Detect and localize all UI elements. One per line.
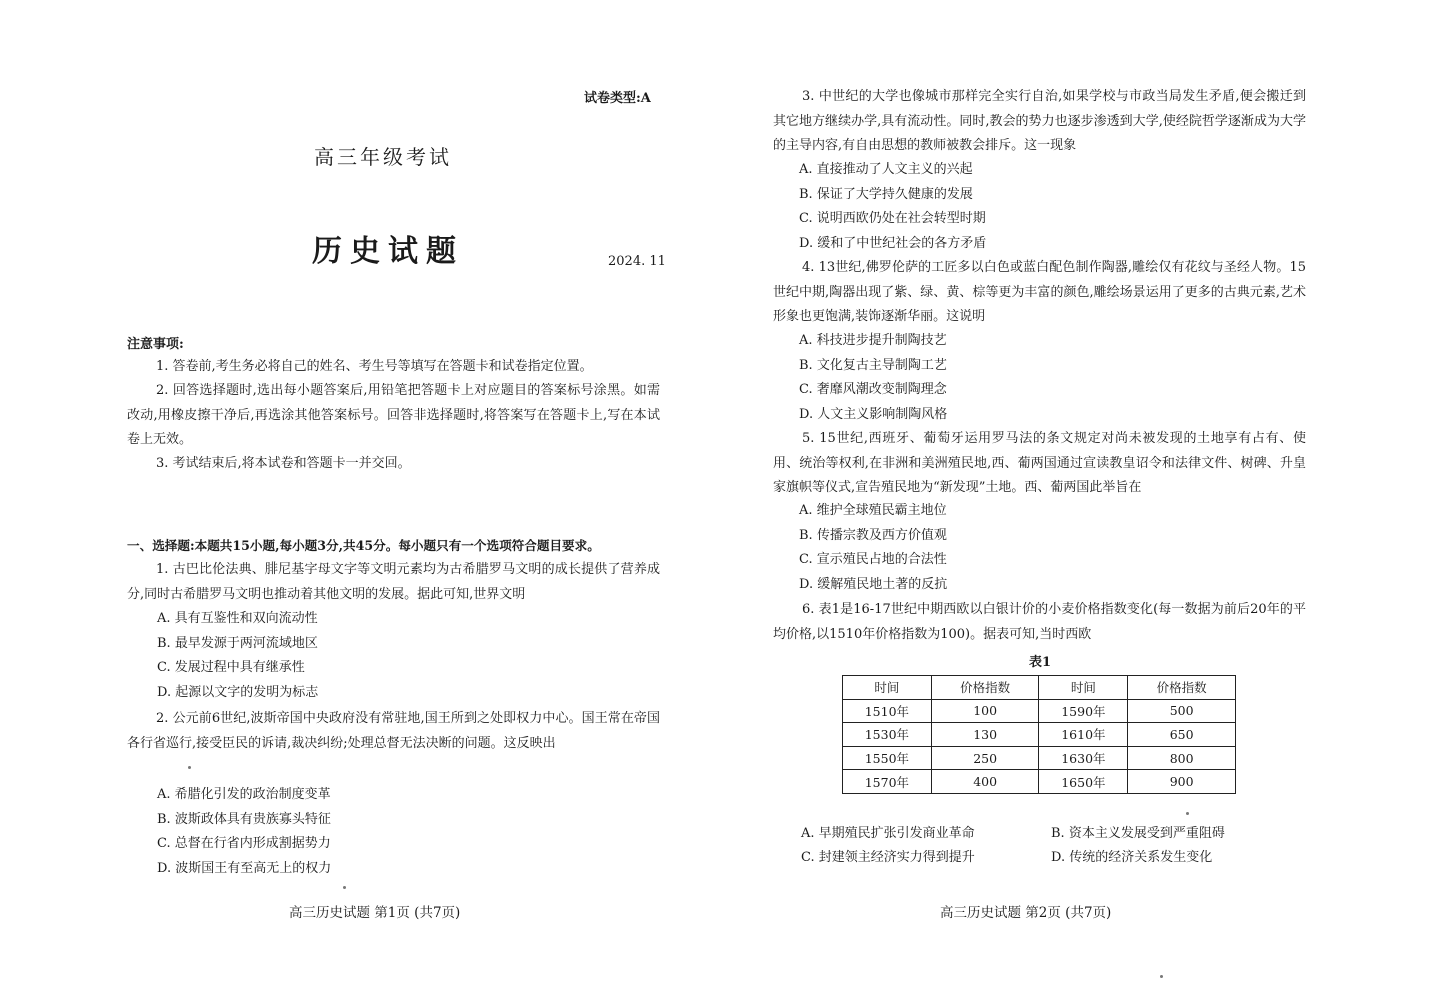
table-cell: 1590年 <box>1039 699 1128 723</box>
question-2-option-c: C. 总督在行省内形成割据势力 <box>157 836 331 852</box>
page-2 <box>718 0 1437 1002</box>
question-6-option-b: B. 资本主义发展受到严重阻碍 <box>1051 826 1225 841</box>
question-3-option-a: A. 直接推动了人文主义的兴起 <box>799 162 973 177</box>
table-header: 价格指数 <box>1128 676 1236 700</box>
table-row <box>843 746 1236 770</box>
notice-3: 3. 考试结束后,将本试卷和答题卡一并交回。 <box>156 456 411 471</box>
question-2-option-d: D. 波斯国王有至高无上的权力 <box>157 860 332 876</box>
table-row <box>843 723 1236 747</box>
table-cell: 900 <box>1128 770 1236 794</box>
table-header: 时间 <box>1039 676 1128 700</box>
question-3-option-d: D. 缓和了中世纪社会的各方矛盾 <box>799 235 987 251</box>
table-header: 时间 <box>843 676 932 700</box>
scan-speck <box>188 766 191 769</box>
table-cell: 130 <box>931 723 1039 747</box>
table-row <box>843 699 1236 723</box>
question-1-options <box>157 607 318 705</box>
notice-2: 2. 回答选择题时,选出每小题答案后,用铅笔把答题卡上对应题目的答案标号涂黑。如需改动,用橡皮擦干净后,再选涂其他答案标号。回答非选择题时,将答案写在答题卡上,写在本试卷上无效。 <box>127 383 660 447</box>
table-cell: 1550年 <box>843 746 932 770</box>
question-3-option-b: B. 保证了大学持久健康的发展 <box>799 186 973 202</box>
question-6-option-d: D. 传统的经济关系发生变化 <box>1051 850 1213 865</box>
question-4-stem: 4. 13世纪,佛罗伦萨的工匠多以白色或蓝白配色制作陶器,雕绘仅有花纹与圣经人物。15世纪中期,陶器出现了紫、绿、黄、棕等更为丰富的颜色,雕绘场景运用了更多的古典元素,艺术形象也更饱满,装饰逐渐华丽。这说明 <box>773 260 1306 324</box>
page-1 <box>0 0 718 1002</box>
question-1-stem: 1. 古巴比伦法典、腓尼基字母文字等文明元素均为古希腊罗马文明的成长提供了营养成分,同时古希腊罗马文明也推动着其他文明的发展。据此可知,世界文明 <box>127 562 660 602</box>
question-6-option-a: A. 早期殖民扩张引发商业革命 <box>801 826 975 841</box>
exam-date: 2024. 11 <box>608 254 666 269</box>
table-row <box>843 770 1236 794</box>
question-5-stem: 5. 15世纪,西班牙、葡萄牙运用罗马法的条文规定对尚未被发现的土地享有占有、使用、统治等权利,在非洲和美洲殖民地,西、葡两国通过宣读教皇诏令和法律文件、树碑、升皇家旗帜等仪式,宣告殖民地为“新发现”土地。西、葡两国此举旨在 <box>773 431 1306 495</box>
table-cell: 400 <box>931 770 1039 794</box>
table-cell: 800 <box>1128 746 1236 770</box>
notice-1: 1. 答卷前,考生务必将自己的姓名、考生号等填写在答题卡和试卷指定位置。 <box>156 359 593 374</box>
page-1-footer: 高三历史试题 第1页 (共7页) <box>289 905 461 921</box>
exam-name: 高三年级考试 <box>314 145 452 169</box>
question-6-stem: 6. 表1是16-17世纪中期西欧以白银计价的小麦价格指数变化(每一数据为前后20年的平均价格,以1510年价格指数为100)。据表可知,当时西欧 <box>773 602 1306 642</box>
question-5-option-a: A. 维护全球殖民霸主地位 <box>799 503 947 518</box>
question-5-option-b: B. 传播宗教及西方价值观 <box>799 527 947 543</box>
subject-title: 历史试题 <box>312 234 464 269</box>
question-5-option-d: D. 缓解殖民地土著的反抗 <box>799 576 948 592</box>
scan-speck <box>343 886 346 889</box>
question-6-option-c: C. 封建领主经济实力得到提升 <box>801 850 975 865</box>
table-cell: 1510年 <box>843 699 932 723</box>
question-4-options <box>799 329 947 427</box>
paper-type: 试卷类型:A <box>584 91 651 106</box>
price-index-table <box>842 675 1236 794</box>
table-header-row <box>843 676 1236 700</box>
scan-speck <box>1186 812 1189 815</box>
scan-speck <box>1160 975 1163 978</box>
notice-heading: 注意事项: <box>127 337 184 352</box>
question-4-option-c: C. 奢靡风潮改变制陶理念 <box>799 382 947 398</box>
table-header: 价格指数 <box>931 676 1039 700</box>
table-cell: 100 <box>931 699 1039 723</box>
question-2-option-a: A. 希腊化引发的政治制度变革 <box>157 787 331 802</box>
table-cell: 650 <box>1128 723 1236 747</box>
question-1-option-a: A. 具有互鉴性和双向流动性 <box>157 611 318 626</box>
section-heading: 一、选择题:本题共15小题,每小题3分,共45分。每小题只有一个选项符合题目要求。 <box>127 538 600 553</box>
question-1-option-b: B. 最早发源于两河流域地区 <box>157 635 318 651</box>
table-cell: 500 <box>1128 699 1236 723</box>
question-5-option-c: C. 宣示殖民占地的合法性 <box>799 552 947 568</box>
table-cell: 250 <box>931 746 1039 770</box>
question-4-option-d: D. 人文主义影响制陶风格 <box>799 406 948 422</box>
table-caption: 表1 <box>1029 655 1052 670</box>
table-cell: 1630年 <box>1039 746 1128 770</box>
question-1-option-d: D. 起源以文字的发明为标志 <box>157 684 319 700</box>
question-4-option-a: A. 科技进步提升制陶技艺 <box>799 333 947 348</box>
table-cell: 1650年 <box>1039 770 1128 794</box>
table-cell: 1530年 <box>843 723 932 747</box>
page-2-footer: 高三历史试题 第2页 (共7页) <box>940 905 1112 921</box>
question-3-options <box>799 158 986 256</box>
question-2-option-b: B. 波斯政体具有贵族寡头特征 <box>157 811 331 827</box>
table-cell: 1610年 <box>1039 723 1128 747</box>
question-1-option-c: C. 发展过程中具有继承性 <box>157 660 305 676</box>
question-4-option-b: B. 文化复古主导制陶工艺 <box>799 357 947 373</box>
question-2-options <box>157 783 331 881</box>
table-cell: 1570年 <box>843 770 932 794</box>
question-3-stem: 3. 中世纪的大学也像城市那样完全实行自治,如果学校与市政当局发生矛盾,便会搬迁到其它地方继续办学,具有流动性。同时,教会的势力也逐步渗透到大学,使经院哲学逐渐成为大学的主导内容,有自由思想的教师被教会排斥。这一现象 <box>773 89 1306 153</box>
question-5-options <box>799 499 947 597</box>
question-2-stem: 2. 公元前6世纪,波斯帝国中央政府没有常驻地,国王所到之处即权力中心。国王常在帝国各行省巡行,接受臣民的诉请,裁决纠纷;处理总督无法决断的问题。这反映出 <box>127 711 660 751</box>
question-3-option-c: C. 说明西欧仍处在社会转型时期 <box>799 211 986 227</box>
